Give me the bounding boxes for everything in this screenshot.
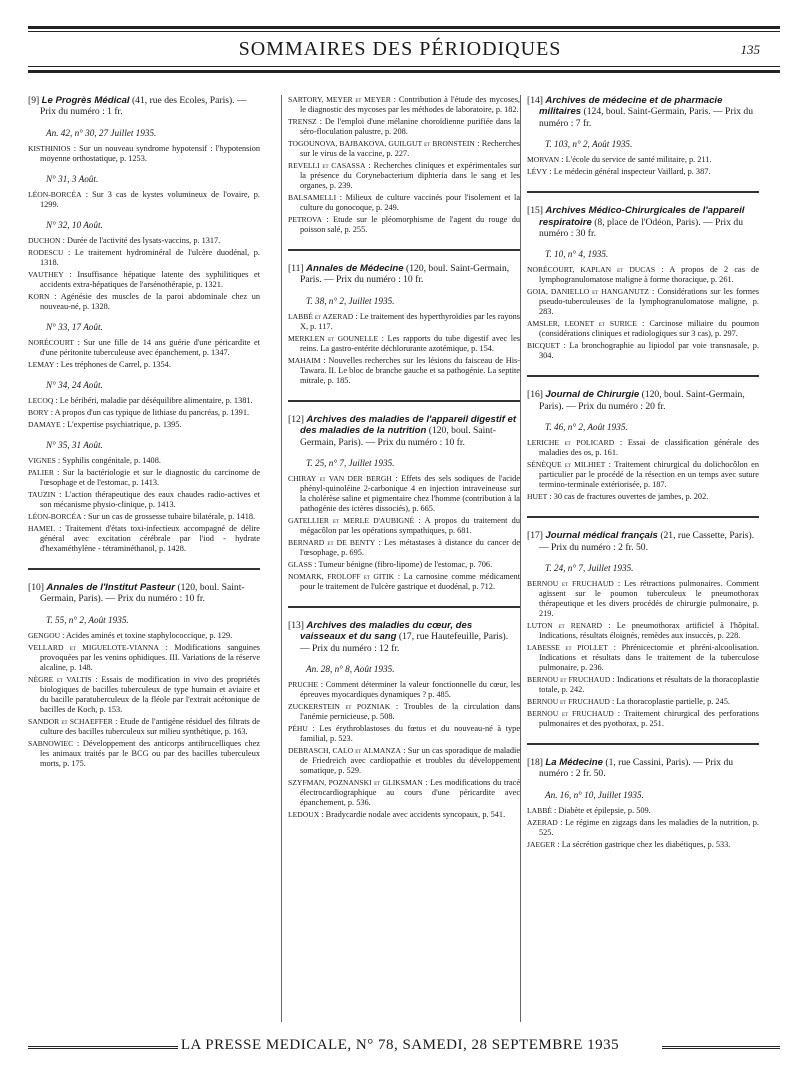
article-entry	[288, 538, 520, 558]
article-title: : Essai de classification générale des maladies des os, p. 161.	[539, 438, 759, 458]
header-rule-bottom-thick	[28, 70, 780, 73]
article-title: : Tumeur bénigne (fibro-lipome) de l'estomac, p. 706.	[314, 560, 493, 570]
article-entry	[28, 512, 260, 522]
article-authors: BORY	[28, 407, 49, 417]
article-title: : Etude sur le pléomorphisme de l'agent du rouge du poisson salé, p. 255.	[300, 215, 521, 234]
article-authors: VELLARD et MIGUELOTE-VIANNA	[28, 642, 159, 652]
article-authors: MORVAN	[527, 155, 560, 165]
article-entry	[28, 490, 260, 510]
article-title: : Nouvelles recherches sur les lésions du faisceau de His-Tawara. II. Le bloc de branche gauche et sa pathogénie. La septite mitrale, p. 185.	[300, 355, 520, 385]
article-entry	[28, 292, 260, 312]
article-authors: ZUCKERSTEIN et POZNIAK	[288, 702, 391, 712]
article-title: : Contribution à l'étude des mycoses, le diagnostic des mycoses par les méthodes de laboratoire, p. 182.	[300, 95, 521, 114]
header-rule-top-thin	[28, 31, 780, 32]
periodical-section	[527, 389, 759, 502]
article-authors: GLASS	[288, 560, 313, 570]
article-entry	[288, 356, 520, 386]
section-heading	[527, 530, 759, 553]
article-entry	[28, 338, 260, 358]
article-authors: MERKLEN et GOUNELLE	[288, 333, 379, 343]
article-title: : Sur un cas de grossesse tubaire bilatérale, p. 1418.	[83, 511, 256, 521]
issue-label: T. 55, n° 2, Août 1935.	[46, 614, 129, 625]
periodical-section	[288, 263, 520, 386]
article-entry	[28, 270, 260, 290]
article-title: : Modifications sanguines provoquées par les venins ophidiques. III. Variations de la réserve alcaline, p. 148.	[40, 642, 260, 672]
article-entry	[527, 643, 759, 673]
header-rule-top	[28, 26, 780, 29]
article-authors: TOGOUNOVA, BAJBAKOVA, GUILGUT et BRONSTEIN	[288, 139, 475, 148]
issue-label: N° 33, 17 Août.	[46, 321, 103, 332]
article-title: : La carnosine comme médicament pour le traitement de l'ulcère gastrique et duodénal, p. 712.	[300, 572, 520, 592]
article-authors: LABBÉ et AZERAD	[288, 311, 354, 321]
article-title: : Comment déterminer la valeur fonctionnelle du cœur, les épreuves myocardiques dynamiques ? p. 485.	[300, 680, 520, 700]
section-number: [15]	[527, 205, 543, 217]
article-title: : Le régime en zigzags dans les maladies de la nutrition, p. 525.	[539, 817, 759, 837]
article-title: : Sur un cas sporadique de maladie de Friedreich avec cardiopathie et troubles du développement somatique, p. 529.	[300, 746, 520, 776]
article-entry	[288, 572, 520, 592]
article-entry	[527, 287, 759, 317]
section-heading	[527, 205, 759, 239]
header-rule-bottom	[28, 66, 780, 67]
journal-title: Annales de l'Institut Pasteur	[46, 581, 176, 593]
article-entry	[288, 746, 520, 776]
article-entry	[288, 516, 520, 536]
periodical-section	[527, 757, 759, 850]
article-authors: LABBÉ	[527, 805, 552, 815]
article-title: : A propos d'un cas typique de lithiase du pancréas, p. 1391.	[50, 407, 250, 417]
section-number: [17]	[527, 530, 543, 542]
article-authors: PALIER	[28, 467, 54, 477]
article-authors: CHIRAY et VAN DER BERGH	[288, 474, 392, 484]
article-title: : Agénésie des muscles de la paroi abdominale chez un nouveau-né, p. 1328.	[40, 291, 261, 311]
article-entry	[28, 739, 260, 769]
article-title: : A propos de 2 cas de lymphogranulomatose maligne à forme thoracique, p. 261.	[539, 265, 760, 285]
article-authors: LÉON-BORCÉA	[28, 189, 82, 199]
article-authors: NOMARK, FROLOFF et GITIK	[288, 572, 395, 582]
article-entry	[288, 193, 520, 213]
article-authors: LUTON et RENARD	[527, 621, 603, 631]
article-title: : L'école du service de santé militaire, p. 211.	[561, 155, 712, 165]
article-authors: GENGOU	[28, 630, 61, 640]
article-authors: BERNOU et FRUCHAUD	[527, 675, 611, 685]
article-entry	[527, 265, 759, 285]
article-authors: MAHAIM	[288, 355, 321, 365]
section-separator	[288, 400, 520, 402]
article-title: : Indications et résultats de la thoracoplastie totale, p. 242.	[539, 675, 759, 695]
article-authors: GATELLIER et MERLE D'AUBIGNÉ	[288, 516, 415, 526]
journal-title: Journal médical français	[545, 530, 658, 542]
article-entry	[527, 579, 759, 619]
article-title: : Traitement d'états toxi-infectieux accompagné de délire général avec excitation cérébrale par l'iod - hydrate d'hexaméthylène - tétraminéthanol, p. 1428.	[40, 523, 260, 553]
issue-label: An. 28, n° 8, Août 1935.	[306, 664, 395, 675]
section-number: [12]	[288, 413, 304, 425]
periodical-section	[28, 582, 260, 769]
article-entry	[288, 560, 520, 570]
issue-label: T. 10, n° 4, 1935.	[545, 249, 609, 260]
article-authors: PETROVA	[288, 215, 323, 224]
section-number: [11]	[288, 263, 304, 274]
periodical-section	[288, 620, 520, 820]
article-authors: DEBRASCH, CALO et ALMANZA	[288, 746, 401, 756]
article-authors: KORN	[28, 291, 50, 301]
section-number: [9]	[28, 95, 40, 106]
periodical-section	[288, 414, 520, 592]
article-entry	[288, 117, 520, 137]
article-title: : Les tréphones de Carrel, p. 1354.	[56, 359, 171, 369]
issue-label: An. 42, n° 30, 27 Juillet 1935.	[46, 127, 157, 138]
article-entry	[288, 778, 520, 808]
section-number: [10]	[28, 581, 44, 593]
article-entry	[288, 810, 520, 820]
article-authors: LABESSE et PIOLLET	[527, 643, 608, 653]
article-entry	[288, 312, 520, 332]
article-authors: BERNOU et FRUCHAUD	[527, 709, 614, 719]
periodical-section	[527, 95, 759, 177]
article-entry	[288, 161, 520, 191]
section-number: [18]	[527, 757, 543, 769]
article-title: : La bronchographie au lipiodol par voie transnasale, p. 304.	[539, 341, 759, 361]
journal-title: Journal de Chirurgie	[545, 389, 640, 401]
article-title: : Recherches cliniques et expérimentales sur la présence du Corynebacterium diphteria dans le sang et les organes, p. 239.	[300, 161, 520, 190]
column-divider-2	[520, 95, 521, 1022]
section-heading	[288, 620, 520, 654]
section-heading	[527, 389, 759, 412]
article-entry	[28, 468, 260, 488]
issue-label: T. 25, n° 7, Juillet 1935.	[306, 458, 395, 469]
article-entry	[288, 474, 520, 514]
article-authors: AZERAD	[527, 817, 558, 827]
article-authors: SÉNÈQUE et MILHIET	[527, 460, 606, 470]
journal-info: (8, place de l'Odéon, Paris). — Prix du numéro : 30 fr.	[539, 216, 744, 240]
article-entry	[527, 155, 759, 165]
article-authors: BERNOU et FRUCHAUD	[527, 697, 610, 707]
section-heading	[28, 95, 260, 118]
article-authors: BERNOU et FRUCHAUD	[527, 579, 614, 589]
article-authors: BERNARD et DE BENTY	[288, 538, 376, 548]
article-entry	[527, 460, 759, 490]
article-title: : L'expertise psychiatrique, p. 1395.	[62, 419, 182, 429]
journal-info: (120, boul. Saint-Germain, Paris). — Prix du numéro : 10 fr.	[300, 425, 496, 448]
article-entry	[288, 334, 520, 354]
article-title: : Recherches sur le virus de la vaccine, p. 227.	[300, 139, 520, 158]
article-entry	[527, 675, 759, 695]
article-entry	[527, 840, 759, 850]
article-entry	[28, 675, 260, 715]
article-entry	[527, 167, 759, 177]
article-entry	[288, 95, 520, 115]
article-authors: LERICHE et POLICARD	[527, 438, 615, 448]
article-title: : Milieux de culture vaccinés pour l'isolement et la culture du gonocoque, p. 249.	[300, 193, 521, 212]
article-authors: LÉON-BORCÉA	[28, 511, 82, 521]
article-title: : Considérations sur les formes pseudo-tuberculeuses de la lymphogranulomatose maligne, p. 283.	[539, 287, 759, 317]
article-authors: SANDOR et SCHAEFFER	[28, 716, 113, 726]
journal-title: Archives des maladies de l'appareil digestif et des maladies de la nutrition	[300, 413, 517, 437]
column-divider-1	[281, 95, 282, 1022]
journal-info: (41, rue des Ecoles, Paris). — Prix du numéro : 1 fr.	[40, 95, 247, 118]
article-entry	[28, 717, 260, 737]
article-entry	[28, 631, 260, 641]
article-entry	[288, 702, 520, 722]
article-entry	[527, 492, 759, 502]
article-authors: PRUCHE	[288, 680, 318, 690]
article-title: : 30 cas de fractures ouvertes de jambes, p. 202.	[549, 492, 709, 502]
article-title: : Le pneumothorax artificiel à l'hôpital. Indications, résultats éloignés, remèdes aux insuccès, p. 228.	[539, 621, 759, 641]
section-separator	[288, 606, 520, 608]
section-separator	[28, 568, 260, 570]
section-heading	[527, 757, 759, 780]
section-heading	[527, 95, 759, 129]
article-title: : Sur la bactériologie et sur le diagnostic du carcinome de l'œsophage et de l'estomac, p. 1413.	[40, 467, 260, 487]
article-title: : Les rapports du tube digestif avec les reins. La gastro-entérite déchlorurante azotémique, p. 154.	[300, 333, 521, 353]
article-title: : Sur 3 cas de kystes volumineux de l'ovaire, p. 1299.	[40, 189, 260, 209]
issue-label: T. 103, n° 2, Août 1935.	[545, 139, 633, 150]
section-separator	[527, 516, 759, 518]
journal-info: (120, boul. Saint-Germain, Paris). — Prix du numéro : 10 fr.	[40, 581, 245, 605]
article-title: : De l'emploi d'une mélanine choroïdienne purifiée dans la séro-floculation palustre, p. 208.	[300, 117, 520, 136]
article-entry	[28, 408, 260, 418]
article-authors: DAMAYE	[28, 419, 61, 429]
page-title: SOMMAIRES DES PÉRIODIQUES	[238, 38, 562, 60]
article-authors: REVELLI et CASASSA	[288, 161, 366, 170]
journal-info: (124, boul. Saint-Germain, Paris. — Prix du numéro : 7 fr.	[539, 106, 754, 129]
journal-info: (120, boul. Saint-Germain, Paris). — Prix du numéro : 20 fr.	[539, 389, 745, 412]
issue-label: T. 38, n° 2, Juillet 1935.	[306, 295, 395, 306]
article-title: : Carcinose miliaire du poumon (considérations cliniques et radiologiques sur 3 cas), p. 297.	[539, 319, 759, 339]
article-authors: RODESCU	[28, 247, 64, 257]
journal-title: Le Progrès Médical	[41, 95, 130, 106]
article-entry	[527, 438, 759, 458]
issue-label: T. 46, n° 2, Août 1935.	[545, 422, 628, 433]
article-title: : Le médecin général inspecteur Vaillard, p. 387.	[549, 167, 711, 177]
section-number: [14]	[527, 95, 543, 106]
article-title: : Les érythroblastoses du fœtus et du nouveau-né à type familial, p. 523.	[300, 724, 521, 744]
article-authors: BALSAMELLI	[288, 193, 337, 202]
article-title: : A propos du traitement du mégacôlon par les opérations sympathiques, p. 681.	[300, 516, 520, 536]
article-authors: VIGNES	[28, 455, 56, 465]
issue-label: N° 34, 24 Août.	[46, 379, 103, 390]
footer-running-title: LA PRESSE MEDICALE, N° 78, SAMEDI, 28 SEPTEMBRE 1935	[180, 1037, 620, 1053]
periodical-section	[28, 95, 260, 554]
article-entry	[28, 643, 260, 673]
article-authors: PÉHU	[288, 724, 308, 734]
article-title: : Les métastases à distance du cancer de l'œsophage, p. 695.	[300, 538, 521, 558]
article-authors: HAMEL	[28, 523, 55, 533]
article-authors: AMSLER, LEONET et SURICE	[527, 319, 637, 329]
article-authors: LÉVY	[527, 167, 548, 177]
article-title: : Phrénicectomie et phréni-alcoolisation. Indications et résultats dans le traitement de la tuberculose pulmonaire, p. 236.	[539, 643, 759, 673]
article-entry	[28, 248, 260, 268]
article-title: : L'action thérapeutique des eaux chaudes radio-actives et son mécanisme physio-clinique, p. 1413.	[40, 489, 261, 509]
section-separator	[527, 743, 759, 745]
article-entry	[288, 215, 520, 235]
article-title: : Le traitement hydrominéral de l'ulcère duodénal, p. 1318.	[40, 247, 261, 267]
article-title: : Sur un nouveau syndrome hypotensif : l'hypotension moyenne orthostatique, p. 1253.	[40, 143, 260, 163]
journal-title: Annales de Médecine	[306, 263, 404, 274]
article-title: : Syphilis congénitale, p. 1408.	[57, 455, 161, 465]
article-title: : Les modifications du tracé électrocardiographique au cours d'une péricardite avec épanchement, p. 536.	[300, 778, 521, 808]
article-title: : Développement des anticorps antibrucelliques chez les animaux traités par le BCG ou par des bacilles tuberculeux morts, p. 175.	[40, 738, 260, 768]
journal-info: (17, rue Hautefeuille, Paris). — Prix du numéro : 12 fr.	[300, 631, 509, 654]
article-title: : Diabète et épilepsie, p. 509.	[553, 805, 651, 815]
journal-title: Archives Médico-Chirurgicales de l'appareil respiratoire	[539, 205, 745, 228]
article-authors: NÈGRE et VALTIS	[28, 674, 92, 684]
article-authors: BICQUET	[527, 341, 560, 351]
section-separator	[288, 249, 520, 251]
article-authors: HUET	[527, 492, 548, 502]
article-authors: SABNOWIEC	[28, 738, 74, 748]
article-title: : Effets des sels sodiques de l'acide phényl-quinoléine 2-carbonique 4 en injection intraveineuse sur la cholérèse saline et pigmentaire chez l'homme (contribution à la pathogénie des ictères dissociés), p. 665.	[300, 474, 521, 514]
issue-label: N° 32, 10 Août.	[46, 219, 103, 230]
article-title: : La thoracoplastie partielle, p. 245.	[611, 697, 730, 707]
article-authors: KISTHINIOS	[28, 143, 71, 153]
article-title: : Les rétractions pulmonaires. Comment agissent sur le poumon tuberculeux le pneumothorax thérapeutique et les divers procédés de chirurgie pulmonaire, p. 219.	[539, 579, 760, 619]
journal-info: (1, rue Cassini, Paris). — Prix du numéro : 2 fr. 50.	[539, 757, 734, 780]
article-authors: LECOQ	[28, 395, 54, 405]
article-entry	[28, 144, 260, 164]
issue-label: T. 24, n° 7, Juillet 1935.	[545, 563, 634, 574]
article-title: : Troubles de la circulation dans l'anémie pernicieuse, p. 508.	[300, 702, 521, 722]
article-title: : Sur une fille de 14 ans guérie d'une péricardite et d'une péritonite tuberculeuse avec épanchement, p. 1347.	[40, 337, 260, 357]
periodical-section	[288, 95, 520, 235]
article-entry	[28, 190, 260, 210]
article-title: : Durée de l'activité des lysats-vaccins, p. 1317.	[62, 235, 221, 245]
column-2	[288, 95, 520, 822]
article-entry	[527, 319, 759, 339]
article-entry	[28, 524, 260, 554]
section-separator	[527, 375, 759, 377]
article-authors: NORÉCOURT	[28, 337, 74, 347]
article-entry	[527, 818, 759, 838]
column-1	[28, 95, 260, 771]
article-title: : Essais de modification in vivo des propriétés biologiques de bacilles tuberculeux de type humain et aviaire et du bacille paratuberculeux de la fléole par l'extrait acétonique de bacilles de Koch, p. 153.	[40, 674, 260, 714]
journal-info: (120, boul. Saint-Germain, Paris. — Prix du numéro : 10 fr.	[300, 263, 510, 286]
article-entry	[288, 680, 520, 700]
article-authors: DUCHON	[28, 235, 61, 245]
article-entry	[28, 456, 260, 466]
issue-label: N° 31, 3 Août.	[46, 173, 99, 184]
section-separator	[527, 191, 759, 193]
section-heading	[288, 414, 520, 448]
article-title: : Insuffisance hépatique latente des syphilitiques et accidents extra-hépatiques de l'arsénothérapie, p. 1321.	[40, 269, 260, 289]
periodical-section	[527, 205, 759, 361]
article-authors: NORÉCOURT, KAPLAN et DUCAS	[527, 265, 656, 275]
article-title: : Etude de l'antigène résiduel des filtrats de culture des bacilles tuberculeux sur milieu synthétique, p. 163.	[40, 716, 260, 736]
article-authors: SARTORY, MEYER et MEYER	[288, 95, 391, 104]
article-authors: LEDOUX	[288, 810, 320, 820]
article-authors: TAUZIN	[28, 489, 56, 499]
article-authors: SZYFMAN, POZNANSKI et GLIKSMAN	[288, 778, 423, 788]
article-authors: LEMAY	[28, 359, 55, 369]
article-entry	[527, 621, 759, 641]
journal-info: (21, rue Cassette, Paris). — Prix du numéro : 2 fr. 50.	[539, 530, 755, 553]
periodical-section	[527, 530, 759, 729]
article-entry	[527, 806, 759, 816]
page-number: 135	[740, 42, 760, 57]
article-title: : La sécrétion gastrique chez les diabétiques, p. 533.	[557, 839, 731, 849]
section-heading	[288, 263, 520, 286]
article-entry	[527, 709, 759, 729]
journal-title: Archives de médecine et de pharmacie militaires	[539, 95, 723, 118]
article-authors: TRENSZ	[288, 117, 317, 126]
issue-label: An. 16, n° 10, Juillet 1935.	[545, 789, 644, 800]
article-title: : Traitement chirurgical des perforations pulmonaires et des pyothorax, p. 251.	[539, 709, 759, 729]
section-number: [13]	[288, 620, 304, 632]
issue-label: N° 35, 31 Août.	[46, 439, 103, 450]
column-3	[527, 95, 759, 852]
article-entry	[527, 341, 759, 361]
article-title: : Traitement chirurgical du dolichocôlon en particulier par le procédé de la résection en un temps avec suture termino-terminale extériorisée, p. 187.	[539, 460, 759, 490]
article-authors: VAUTHEY	[28, 269, 64, 279]
article-title: : Acides aminés et toxine staphylococcique, p. 129.	[62, 630, 233, 640]
article-title: : Le traitement des hyperthyroïdies par les rayons X, p. 117.	[300, 311, 520, 331]
article-entry	[288, 139, 520, 159]
article-entry	[527, 697, 759, 707]
section-number: [16]	[527, 389, 543, 401]
article-title: : Le béribéri, maladie par déséquilibre alimentaire, p. 1381.	[55, 395, 253, 405]
article-entry	[28, 420, 260, 430]
article-entry	[28, 236, 260, 246]
article-title: : Bradycardie nodale avec accidents syncopaux, p. 541.	[321, 810, 506, 820]
journal-title: Archives des maladies du cœur, des vaisseaux et du sang	[300, 620, 473, 643]
section-heading	[28, 582, 260, 605]
article-authors: GOIA, DANIELLO et HANGANUTZ	[527, 287, 649, 297]
article-entry	[28, 396, 260, 406]
article-entry	[288, 724, 520, 744]
journal-title: La Médecine	[545, 757, 603, 769]
article-entry	[28, 360, 260, 370]
article-authors: JAEGER	[527, 839, 556, 849]
